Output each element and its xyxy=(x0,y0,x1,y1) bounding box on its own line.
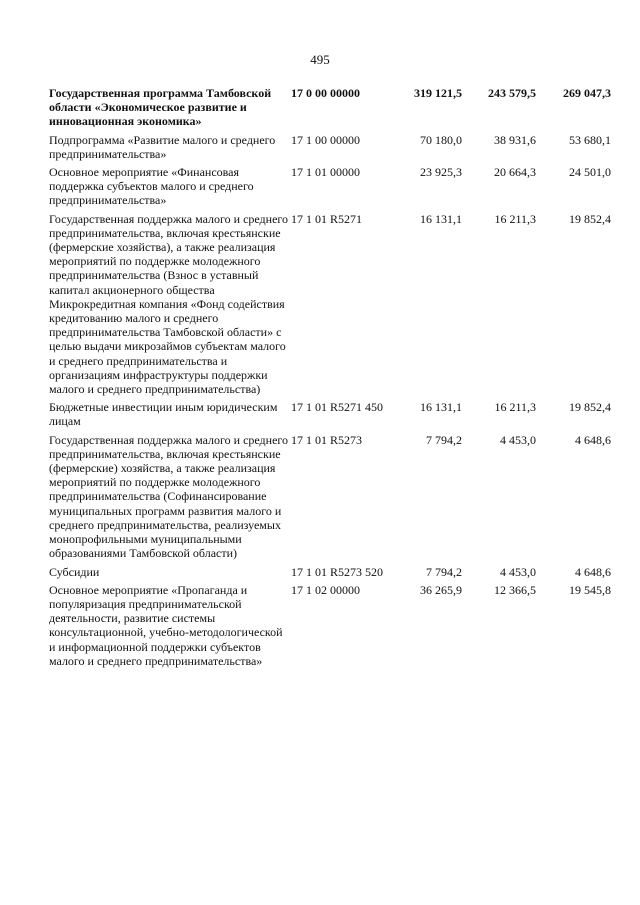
table-row xyxy=(0,212,640,397)
row-code: 17 1 01 R5273 520 xyxy=(291,564,384,579)
row-value-2: 243 579,5 xyxy=(488,86,536,100)
table-row xyxy=(0,133,640,161)
row-code: 17 1 02 00000 xyxy=(291,582,360,597)
table-row xyxy=(0,583,640,668)
row-name: Государственная поддержка малого и среднего предпринимательства, включая крестьянские (фермерские хозяйства), а также реализация мероприятий по поддержке молодежного предпринимательства (Взнос в уставный капитал акционерного общества Микрокредитная компания «Фонд содействия кредитованию малого и среднего предпринимательства Тамбовской области» с целью выдачи микрозаймов субъектам малого и среднего предпринимательства и организациям инфраструктуры поддержки малого и среднего предпринимательства) xyxy=(49,211,289,397)
row-code: 17 0 00 00000 xyxy=(291,86,360,100)
row-value-3: 19 545,8 xyxy=(569,582,611,597)
row-value-2: 12 366,5 xyxy=(494,582,536,597)
row-name: Бюджетные инвестиции иным юридическим лицам xyxy=(49,400,278,429)
row-value-1: 7 794,2 xyxy=(426,564,462,579)
row-value-3: 53 680,1 xyxy=(569,132,611,147)
row-code: 17 1 01 R5271 xyxy=(291,211,363,226)
table-row xyxy=(0,86,640,129)
row-value-3: 24 501,0 xyxy=(569,165,611,180)
row-code: 17 1 01 00000 xyxy=(291,165,360,180)
row-value-2: 20 664,3 xyxy=(494,165,536,180)
row-name: Основное мероприятие «Пропаганда и популяризация предпринимательской деятельности, развитие системы консультационной, учебно-методологической и информационной поддержки субъектов малого и среднего предпринимательства» xyxy=(49,582,283,668)
row-value-1: 16 131,1 xyxy=(420,211,462,226)
table-row xyxy=(0,165,640,208)
row-value-3: 19 852,4 xyxy=(569,211,611,226)
row-name: Подпрограмма «Развитие малого и среднего предпринимательства» xyxy=(49,132,276,161)
row-code: 17 1 01 R5271 450 xyxy=(291,400,384,415)
row-name: Субсидии xyxy=(49,564,100,579)
table-row xyxy=(0,565,640,579)
row-value-1: 16 131,1 xyxy=(420,400,462,415)
row-value-1: 70 180,0 xyxy=(420,132,462,147)
row-value-1: 36 265,9 xyxy=(420,582,462,597)
row-code: 17 1 00 00000 xyxy=(291,132,360,147)
table-row xyxy=(0,400,640,428)
row-code: 17 1 01 R5273 xyxy=(291,432,363,447)
page-number: 495 xyxy=(310,52,330,67)
row-value-3: 4 648,6 xyxy=(575,564,611,579)
row-value-3: 4 648,6 xyxy=(575,432,611,447)
row-value-1: 7 794,2 xyxy=(426,432,462,447)
table-row xyxy=(0,433,640,561)
row-value-3: 269 047,3 xyxy=(563,86,611,100)
row-value-2: 16 211,3 xyxy=(494,211,536,226)
row-value-3: 19 852,4 xyxy=(569,400,611,415)
row-name: Государственная программа Тамбовской области «Экономическое развитие и инновационная экономика» xyxy=(49,86,272,129)
row-value-1: 319 121,5 xyxy=(414,86,462,100)
row-name: Основное мероприятие «Финансовая поддержка субъектов малого и среднего предпринимательства» xyxy=(49,165,254,208)
row-value-2: 4 453,0 xyxy=(500,432,536,447)
row-value-2: 16 211,3 xyxy=(494,400,536,415)
row-value-1: 23 925,3 xyxy=(420,165,462,180)
row-name: Государственная поддержка малого и среднего предпринимательства, включая крестьянские (фермерские) хозяйства, а также реализация мероприятий по поддержке молодежного предпринимательства (Софинансирование муниципальных программ развития малого и среднего предпринимательства, реализуемых монопрофильными муниципальными образованиями Тамбовской области) xyxy=(49,432,289,561)
budget-table xyxy=(0,86,640,672)
row-value-2: 4 453,0 xyxy=(500,564,536,579)
row-value-2: 38 931,6 xyxy=(494,132,536,147)
